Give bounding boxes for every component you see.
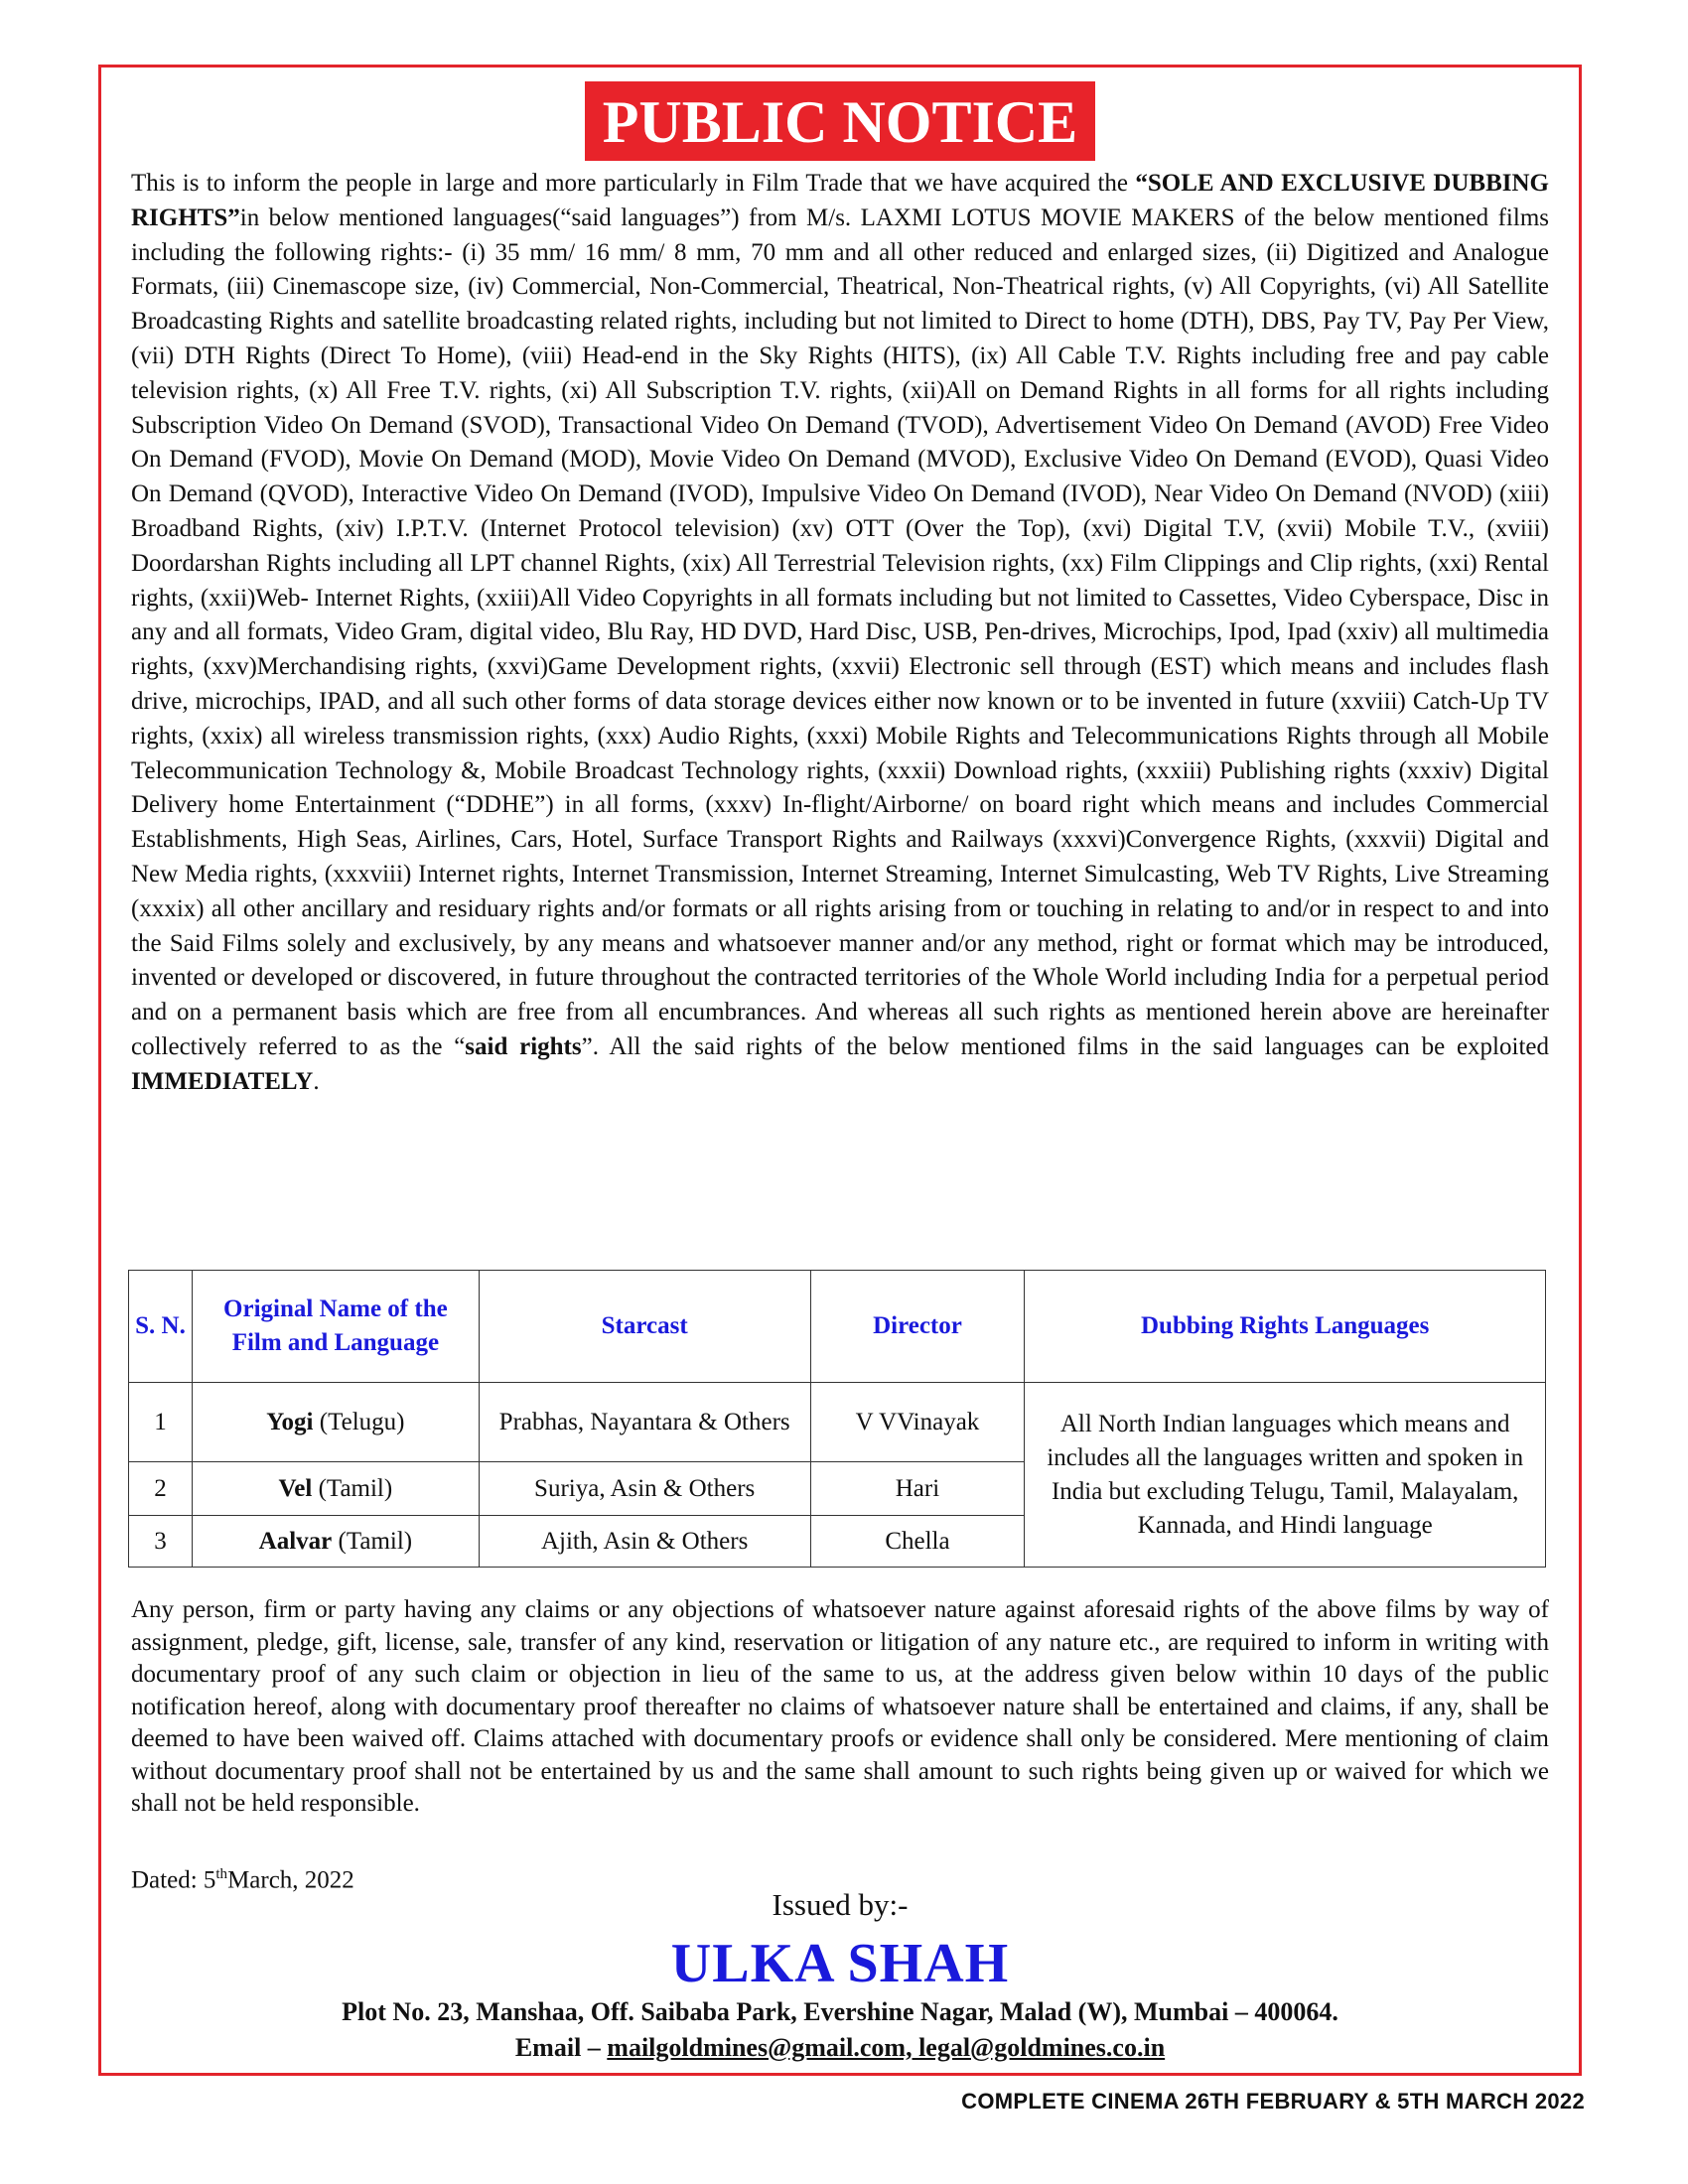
header-film: Original Name of the Film and Language (192, 1271, 479, 1383)
film-name: Vel (278, 1474, 313, 1502)
film-name: Aalvar (258, 1527, 333, 1555)
email-label: Email – (514, 2033, 608, 2062)
email-link[interactable]: mailgoldmines@gmail.com, legal@goldmines.co.in (607, 2033, 1166, 2062)
dubbing-languages-cell: All North Indian languages which means and includes all the languages written and spoken in India but excluding Telugu, Tamil, Malayalam, Kannada, and Hindi language (1025, 1383, 1546, 1568)
row-starcast: Prabhas, Nayantara & Others (479, 1383, 810, 1462)
intro-bold-3: IMMEDIATELY (131, 1067, 314, 1095)
intro-bold-2: said rights (465, 1032, 582, 1060)
dated-sup: th (215, 1866, 228, 1882)
row-starcast: Suriya, Asin & Others (479, 1462, 810, 1516)
issuer-name: ULKA SHAH (670, 1933, 1010, 1994)
film-language: (Telugu) (313, 1408, 405, 1435)
header-starcast: Starcast (479, 1271, 810, 1383)
intro-text-3: ”. All the said rights of the below mentioned films in the said languages can be exploited (581, 1032, 1549, 1060)
intro-bold-1: “SOLE AND EXCLUSIVE DUBBING RIGHTS” (131, 170, 1550, 231)
notice-title: PUBLIC NOTICE (585, 81, 1095, 161)
film-language: (Tamil) (312, 1474, 393, 1502)
dated-suffix: March, 2022 (227, 1866, 354, 1894)
intro-text-4: . (313, 1067, 320, 1095)
notice-frame (98, 65, 1582, 2076)
header-languages: Dubbing Rights Languages (1025, 1271, 1546, 1383)
issued-by: Issued by:- (772, 1887, 909, 1922)
issuer-email (101, 2033, 1579, 2063)
intro-text-2: in below mentioned languages(“said languages”) from M/s. LAXMI LOTUS MOVIE MAKERS of the below mentioned films including the following rights:- (i) 35 mm/ 16 mm/ 8 mm, 70 mm and all other reduced and enlarged sizes, (ii) Digitized and Analogue Formats, (iii) Cinemascope size, (iv) Commercial, Non-Commercial, Theatrical, Non-Theatrical rights, (v) All Copyrights, (vi) All Satellite Broadcasting Rights and satellite broadcasting related rights, including but not limited to Direct to home (DTH), DBS, Pay TV, Pay Per View, (vii) DTH Rights (Direct To Home), (viii) Head-end in the Sky Rights (HITS), (ix) All Cable T.V. Rights including free and pay cable television rights, (x) All Free T.V. rights, (xi) All Subscription T.V. rights, (xii)All on Demand Rights in all forms for all rights including Subscription Video On Demand (SVOD), Transactional Video On Demand (TVOD), Advertisement Video On Demand (AVOD) Free Video On Demand (FVOD), Movie On Demand (MOD), Movie Video On Demand (MVOD), Exclusive Video On Demand (EVOD), Quasi Video On Demand (QVOD), Interactive Video On Demand (IVOD), Impulsive Video On Demand (IVOD), Near Video On Demand (NVOD) (xiii) Broadband Rights, (xiv) I.P.T.V. (Internet Protocol television) (xv) OTT (Over the Top), (xvi) Digital T.V, (xvii) Mobile T.V., (xviii) Doordarshan Rights including all LPT channel Rights, (xix) All Terrestrial Television rights, (xx) Film Clippings and Clip rights, (xxi) Rental rights, (xxii)Web- Internet Rights, (xxiii)All Video Copyrights in all formats including but not limited to Cassettes, Video Cyberspace, Disc in any and all formats, Video Gram, digital video, Blu Ray, HD DVD, Hard Disc, USB, Pen-drives, Microchips, Ipod, Ipad (xxiv) all multimedia rights, (xxv)Merchandising rights, (xxvi)Game Development rights, (xxvii) Electronic sell through (EST) which means and includes flash drive, microchips, IPAD, and all such other forms of data storage devices either now known or to be invented in future (xxviii) Catch-Up TV rights, (xxix) all wireless transmission rights, (xxx) Audio Rights, (xxxi) Mobile Rights and Telecommunications Rights through all Mobile Telecommunication Technology &, Mobile Broadcast Technology rights, (xxxii) Download rights, (xxxiii) Publishing rights (xxxiv) Digital Delivery home Entertainment (“DDHE”) in all forms, (xxxv) In-flight/Airborne/ on board right which means and includes Commercial Establishments, High Seas, Airlines, Cars, Hotel, Surface Transport Rights and Railways (xxxvi)Convergence Rights, (xxxvii) Digital and New Media rights, (xxxviii) Internet rights, Internet Transmission, Internet Streaming, Internet Simulcasting, Web TV Rights, Live Streaming (xxxix) all other ancillary and residuary rights and/or formats or all rights arising from or touching in relating to and/or in respect to and into the Said Films solely and exclusively, by any means and whatsoever manner and/or any method, right or format which may be introduced, invented or developed or discovered, in future throughout the contracted territories of the Whole World including India for a perpetual period and on a permanent basis which are free from all encumbrances. And whereas all such rights as mentioned herein above are hereinafter collectively referred to as the “ (131, 204, 1549, 1060)
header-director: Director (810, 1271, 1025, 1383)
row-director: Chella (810, 1516, 1025, 1568)
issuer-address: Plot No. 23, Manshaa, Off. Saibaba Park, Evershine Nagar, Malad (W), Mumbai – 400064. (342, 1997, 1338, 2026)
row-director: Hari (810, 1462, 1025, 1516)
title-wrap (101, 81, 1579, 161)
header-sn: S. N. (129, 1271, 193, 1383)
film-name: Yogi (266, 1408, 314, 1435)
claims-paragraph: Any person, firm or party having any claims or any objections of whatsoever nature against aforesaid rights of the above films by way of assignment, pledge, gift, license, sale, transfer of any kind, reservation or litigation of any nature etc., are required to inform in writing with documentary proof of any such claim or objection in lieu of the same to us, at the address given below within 10 days of the public notification hereof, along with documentary proof thereafter no claims of whatsoever nature shall be entertained and claims, if any, shall be deemed to have been waived off. Claims attached with documentary proofs or evidence shall only be considered. Mere mentioning of claim without documentary proof shall not be entertained by us and the same shall amount to such rights being given up or waived for which we shall not be held responsible. (131, 1596, 1549, 1817)
row-sn: 2 (129, 1462, 193, 1516)
row-sn: 1 (129, 1383, 193, 1462)
row-film (192, 1462, 479, 1516)
publication-footer: COMPLETE CINEMA 26TH FEBRUARY & 5TH MARCH 2022 (961, 2089, 1585, 2114)
intro-text-1: This is to inform the people in large and more particularly in Film Trade that we have acquired the (131, 170, 1136, 197)
row-film (192, 1516, 479, 1568)
row-director: V VVinayak (810, 1383, 1025, 1462)
row-sn: 3 (129, 1516, 193, 1568)
films-table (128, 1270, 1546, 1568)
table-row (129, 1383, 1546, 1462)
row-starcast: Ajith, Asin & Others (479, 1516, 810, 1568)
dated-prefix: Dated: 5 (131, 1866, 216, 1894)
film-language: (Tamil) (332, 1527, 413, 1555)
intro-paragraph (131, 167, 1549, 1100)
row-film (192, 1383, 479, 1462)
table-header-row (129, 1271, 1546, 1383)
